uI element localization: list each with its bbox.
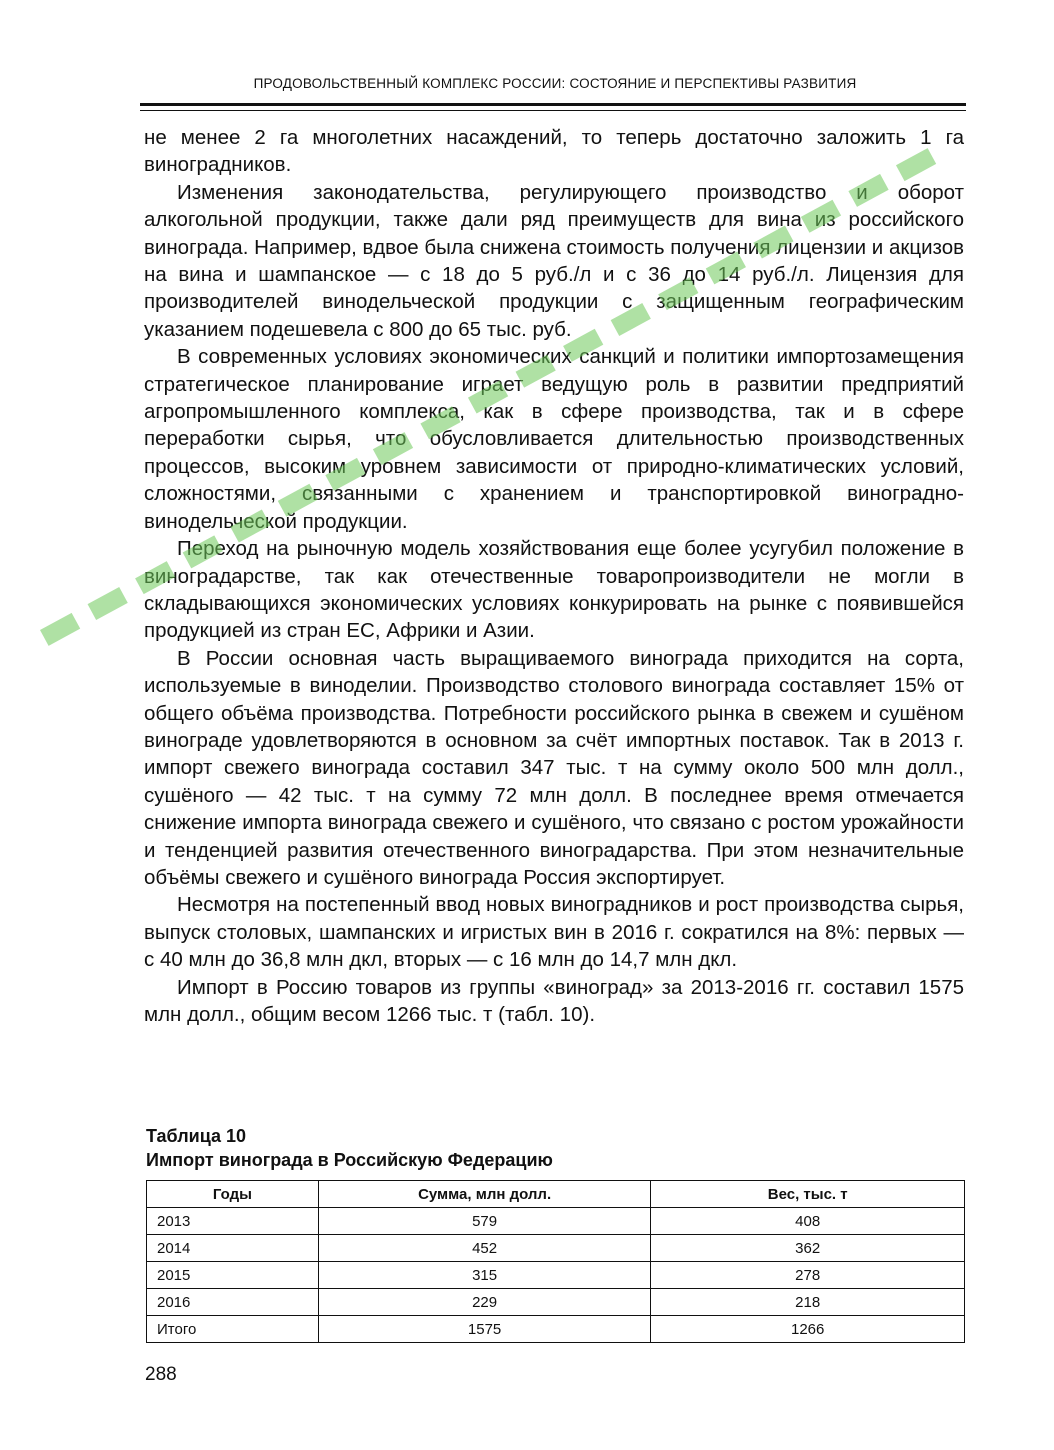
weight-cell: 218	[651, 1289, 965, 1316]
year-cell: 2015	[147, 1262, 319, 1289]
table-total-row	[147, 1316, 965, 1343]
body-text	[144, 124, 964, 1028]
header-rule-thin	[140, 110, 966, 111]
table-header-row	[147, 1181, 965, 1208]
table-title: Импорт винограда в Российскую Федерацию	[146, 1150, 553, 1170]
table-row	[147, 1208, 965, 1235]
header-rule-thick	[140, 103, 966, 106]
year-cell: 2013	[147, 1208, 319, 1235]
column-header-sum: Сумма, млн долл.	[318, 1181, 651, 1208]
year-cell: 2016	[147, 1289, 319, 1316]
total-weight-cell: 1266	[651, 1316, 965, 1343]
paragraph: Изменения законодательства, регулирующего производство и оборот алкогольной продукции, также дали ряд преимуществ для вина из российского винограда. Например, вдвое была снижена стоимость получения лицензии и акцизов на вина и шампанское — с 18 до 5 руб./л и с 36 до 14 руб./л. Лицензия для производителей винодельческой продукции с защищенным географическим указанием подешевела с 800 до 65 тыс. руб.	[144, 180, 964, 341]
total-label-cell: Итого	[147, 1316, 319, 1343]
paragraph: Несмотря на постепенный ввод новых виноградников и рост производства сырья, выпуск столовых, шампанских и игристых вин в 2016 г. сократился на 8%: первых — с 40 млн до 36,8 млн дкл, вторых — с 16 млн до 14,7 млн дкл.	[144, 893, 964, 972]
weight-cell: 278	[651, 1262, 965, 1289]
column-header-years: Годы	[147, 1181, 319, 1208]
table-row	[147, 1262, 965, 1289]
column-header-weight: Вес, тыс. т	[651, 1181, 965, 1208]
page-number: 288	[145, 1364, 177, 1385]
table-label: Таблица 10	[146, 1126, 247, 1146]
paragraph: В России основная часть выращиваемого винограда приходится на сорта, используемые в виноделии. Производство столового винограда составляет 15% от общего объёма производства. Потребности российского рынка в свежем и сушёном винограде удовлетворяются в основном за счёт импортных поставок. Так в 2013 г. импорт свежего винограда составил 347 тыс. т на сумму около 500 млн долл., сушёного — 42 тыс. т на сумму 72 млн долл. В последнее время отмечается снижение импорта винограда свежего и сушёного, что связано с ростом урожайности и тенденцией развития отечественного виноградарства. При этом незначительные объёмы свежего и сушёного винограда Россия экспортирует.	[144, 646, 964, 889]
paragraph: Переход на рыночную модель хозяйствования еще более усугубил положение в виноградарстве, так как отечественные товаропроизводители не могли в складывающихся экономических условиях конкурировать на рынке с появившейся продукцией из стран ЕС, Африки и Азии.	[144, 537, 964, 643]
sum-cell: 315	[318, 1262, 651, 1289]
table-row	[147, 1289, 965, 1316]
import-table	[146, 1180, 965, 1343]
paragraph-continuation: не менее 2 га многолетних насаждений, то теперь достаточно заложить 1 га виноградников.	[144, 126, 964, 177]
paragraph: В современных условиях экономических санкций и политики импортозамещения стратегическое планирование играет ведущую роль в развитии предприятий агропромышленного комплекса, как в сфере производства, так и в сфере переработки сырья, что обусловливается длительностью производственных процессов, высоким уровнем зависимости от природно-климатических условий, сложностями, связанными с хранением и транспортировкой виноградно-винодельческой продукции.	[144, 345, 964, 533]
year-cell: 2014	[147, 1235, 319, 1262]
weight-cell: 362	[651, 1235, 965, 1262]
table-caption	[146, 1124, 553, 1172]
sum-cell: 579	[318, 1208, 651, 1235]
weight-cell: 408	[651, 1208, 965, 1235]
sum-cell: 452	[318, 1235, 651, 1262]
sum-cell: 229	[318, 1289, 651, 1316]
total-sum-cell: 1575	[318, 1316, 651, 1343]
table-row	[147, 1235, 965, 1262]
running-header: ПРОДОВОЛЬСТВЕННЫЙ КОМПЛЕКС РОССИИ: СОСТОЯНИЕ И ПЕРСПЕКТИВЫ РАЗВИТИЯ	[253, 76, 857, 91]
paragraph: Импорт в Россию товаров из группы «виноград» за 2013-2016 гг. составил 1575 млн долл., общим весом 1266 тыс. т (табл. 10).	[144, 975, 964, 1026]
